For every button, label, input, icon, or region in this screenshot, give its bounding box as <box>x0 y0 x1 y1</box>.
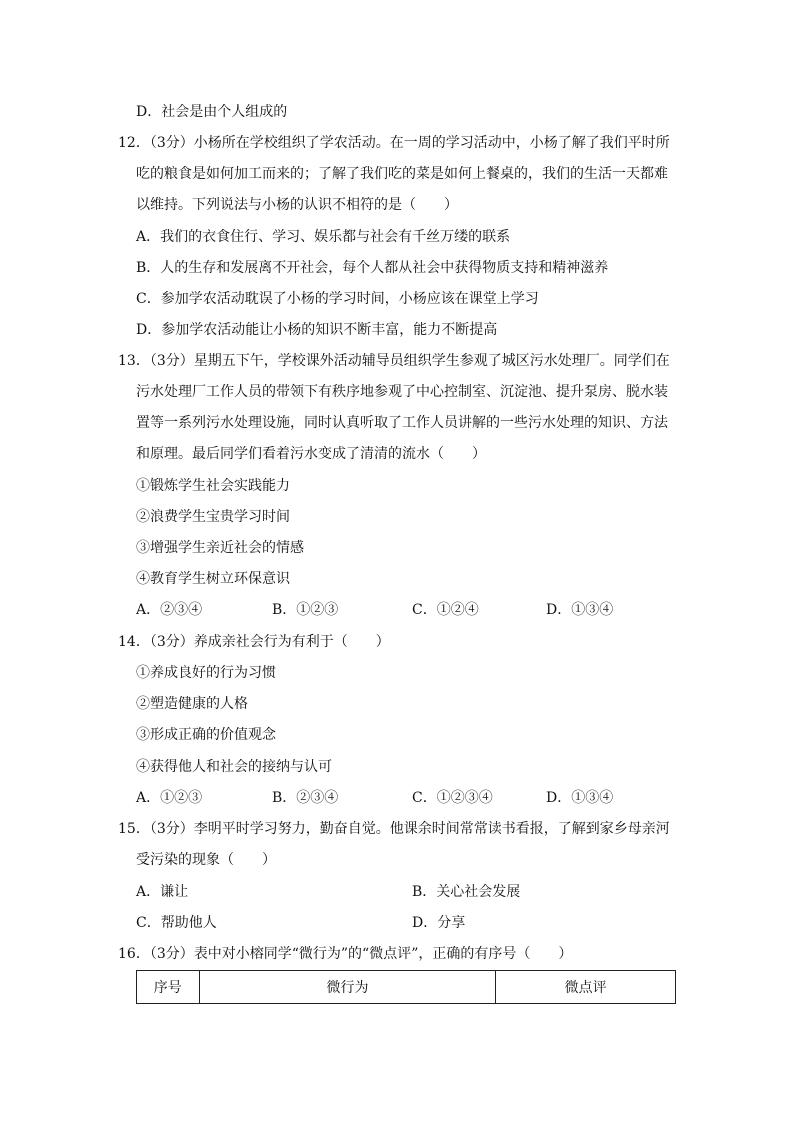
q14-item-4: ④获得他人和社会的接纳与认可 <box>136 759 332 775</box>
q13-option-c: C．①②④ <box>412 602 479 618</box>
q13-item-3: ③增强学生亲近社会的情感 <box>136 540 304 556</box>
table-header-micro-behavior: 微行为 <box>199 971 496 1004</box>
q12-option-b: B．人的生存和发展离不开社会，每个人都从社会中获得物质支持和精神滋养 <box>136 260 609 276</box>
q13-item-1: ①锻炼学生社会实践能力 <box>136 478 290 494</box>
q12-option-c: C．参加学农活动耽误了小杨的学习时间，小杨应该在课堂上学习 <box>136 291 539 307</box>
q14-option-d: D．①③④ <box>546 790 614 806</box>
q12-option-d: D．参加学农活动能让小杨的知识不断丰富，能力不断提高 <box>136 322 498 338</box>
q16-stem: 16．（3分）表中对小榕同学“微行为”的“微点评”，正确的有序号（ ） <box>118 946 573 962</box>
q13-option-a: A．②③④ <box>136 602 203 618</box>
q15-option-b: B．关心社会发展 <box>412 884 521 900</box>
table-header-row <box>137 971 676 1004</box>
q15-option-d: D．分享 <box>412 915 466 931</box>
q15-stem-line-1: 15．（3分）李明平时学习努力，勤奋自觉。他课余时间常常读书看报，了解到家乡母亲河 <box>118 821 670 837</box>
q14-item-3: ③形成正确的价值观念 <box>136 727 276 743</box>
q13-option-b: B．①②③ <box>272 602 339 618</box>
q14-item-1: ①养成良好的行为习惯 <box>136 665 276 681</box>
q14-stem: 14．（3分）养成亲社会行为有利于（ ） <box>118 634 390 650</box>
q11-option-d: D．社会是由个人组成的 <box>136 104 288 120</box>
q12-option-a: A．我们的衣食住行、学习、娱乐都与社会有千丝万缕的联系 <box>136 229 511 245</box>
q14-item-2: ②塑造健康的人格 <box>136 696 248 712</box>
q13-stem-line-4: 和原理。最后同学们看着污水变成了清清的流水（ ） <box>136 446 486 462</box>
q15-option-a: A．谦让 <box>136 884 189 900</box>
q15-option-c: C．帮助他人 <box>136 915 217 931</box>
q13-item-4: ④教育学生树立环保意识 <box>136 571 290 587</box>
q14-option-a: A．①②③ <box>136 790 203 806</box>
q13-item-2: ②浪费学生宝贵学习时间 <box>136 509 290 525</box>
table-header-micro-comment: 微点评 <box>496 971 676 1004</box>
q14-option-c: C．①②③④ <box>412 790 493 806</box>
q12-stem-line-1: 12．（3分）小杨所在学校组织了学农活动。在一周的学习活动中，小杨了解了我们平时所 <box>118 135 670 151</box>
q13-stem-line-2: 污水处理厂工作人员的带领下有秩序地参观了中心控制室、沉淀池、提升泵房、脱水装 <box>136 384 668 400</box>
q14-option-b: B．②③④ <box>272 790 339 806</box>
q12-stem-line-2: 吃的粮食是如何加工而来的；了解了我们吃的菜是如何上餐桌的，我们的生活一天都难 <box>136 166 668 182</box>
q13-option-d: D．①③④ <box>546 602 614 618</box>
micro-behavior-table <box>136 970 676 1004</box>
q13-stem-line-3: 置等一系列污水处理设施，同时认真听取了工作人员讲解的一些污水处理的知识、方法 <box>136 415 668 431</box>
q12-stem-line-3: 以维持。下列说法与小杨的认识不相符的是（ ） <box>136 197 458 213</box>
q13-stem-line-1: 13．（3分）星期五下午，学校课外活动辅导员组织学生参观了城区污水处理厂。同学们在 <box>118 353 670 369</box>
table-header-number: 序号 <box>137 971 200 1004</box>
q15-stem-line-2: 受污染的现象（ ） <box>136 852 276 868</box>
